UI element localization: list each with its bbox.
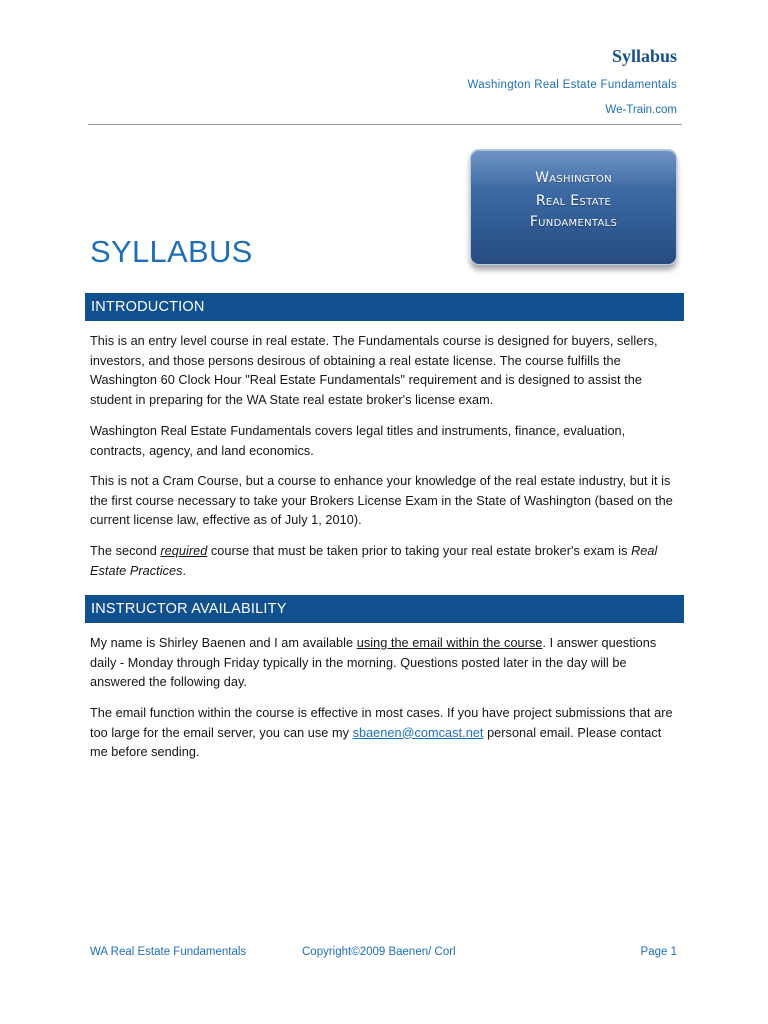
- required-emphasis: required: [160, 544, 208, 558]
- p6-start: The email function within the course is effective in most cases. If you have project submissions that are too large for the email server, you can use my: [90, 706, 673, 740]
- p4-start: The second: [90, 544, 161, 558]
- page-title: SYLLABUS: [90, 234, 253, 269]
- header-divider: [88, 124, 682, 125]
- intro-paragraph-4: [90, 542, 680, 581]
- email-link[interactable]: sbaenen@comcast.net: [352, 725, 484, 740]
- header-site: We-Train.com: [605, 104, 677, 116]
- instructor-paragraph-1: [90, 634, 680, 693]
- logo-line-2: Real Estate: [535, 193, 612, 209]
- intro-paragraph-3: This is not a Cram Course, but a course to enhance your knowledge of the real estate industry, but it is the first course necessary to take your Brokers License Exam in the State of Washington (based on the current license law, effective as of July 1, 2010).: [90, 474, 673, 527]
- course-name: Real Estate Practices: [90, 544, 658, 578]
- footer-copyright: Copyright©2009 Baenen/ Corl: [302, 946, 456, 958]
- p4-mid: course that must be taken prior to taking your real estate broker's exam is: [207, 544, 632, 558]
- footer-page-number: Page 1: [640, 946, 677, 958]
- intro-paragraph-2: Washington Real Estate Fundamentals covers legal titles and instruments, finance, evaluation, contracts, agency, and land economics.: [90, 424, 626, 458]
- header-subtitle: Washington Real Estate Fundamentals: [467, 79, 677, 91]
- section-heading-instructor: INSTRUCTOR AVAILABILITY: [85, 595, 684, 623]
- email-within-course-text: using the email within the course: [356, 636, 543, 650]
- p5-start: My name is Shirley Baenen and I am available: [90, 636, 357, 650]
- header-title: Syllabus: [611, 46, 677, 66]
- footer-course-name: WA Real Estate Fundamentals: [90, 946, 247, 958]
- p4-end: .: [182, 563, 187, 578]
- p5-end: . I answer questions daily - Monday through Friday typically in the morning. Questions posted later in the day will be answered the following day.: [90, 636, 657, 689]
- intro-paragraph-1: This is an entry level course in real estate. The Fundamentals course is designed for buyers, sellers, investors, and those persons desirous of obtaining a real estate license. The course fulfills the Washington 60 Clock Hour "Real Estate Fundamentals" requirement and is designed to assist the student in preparing for the WA State real estate broker's license exam.: [90, 334, 658, 407]
- logo-line-3: Fundamentals: [529, 214, 618, 230]
- logo-line-1: Washington: [535, 170, 612, 186]
- instructor-paragraph-2: [90, 704, 680, 763]
- section-heading-introduction: INTRODUCTION: [85, 293, 684, 321]
- course-logo: [470, 149, 677, 265]
- p6-end: personal email. Please contact me before sending.: [90, 725, 662, 759]
